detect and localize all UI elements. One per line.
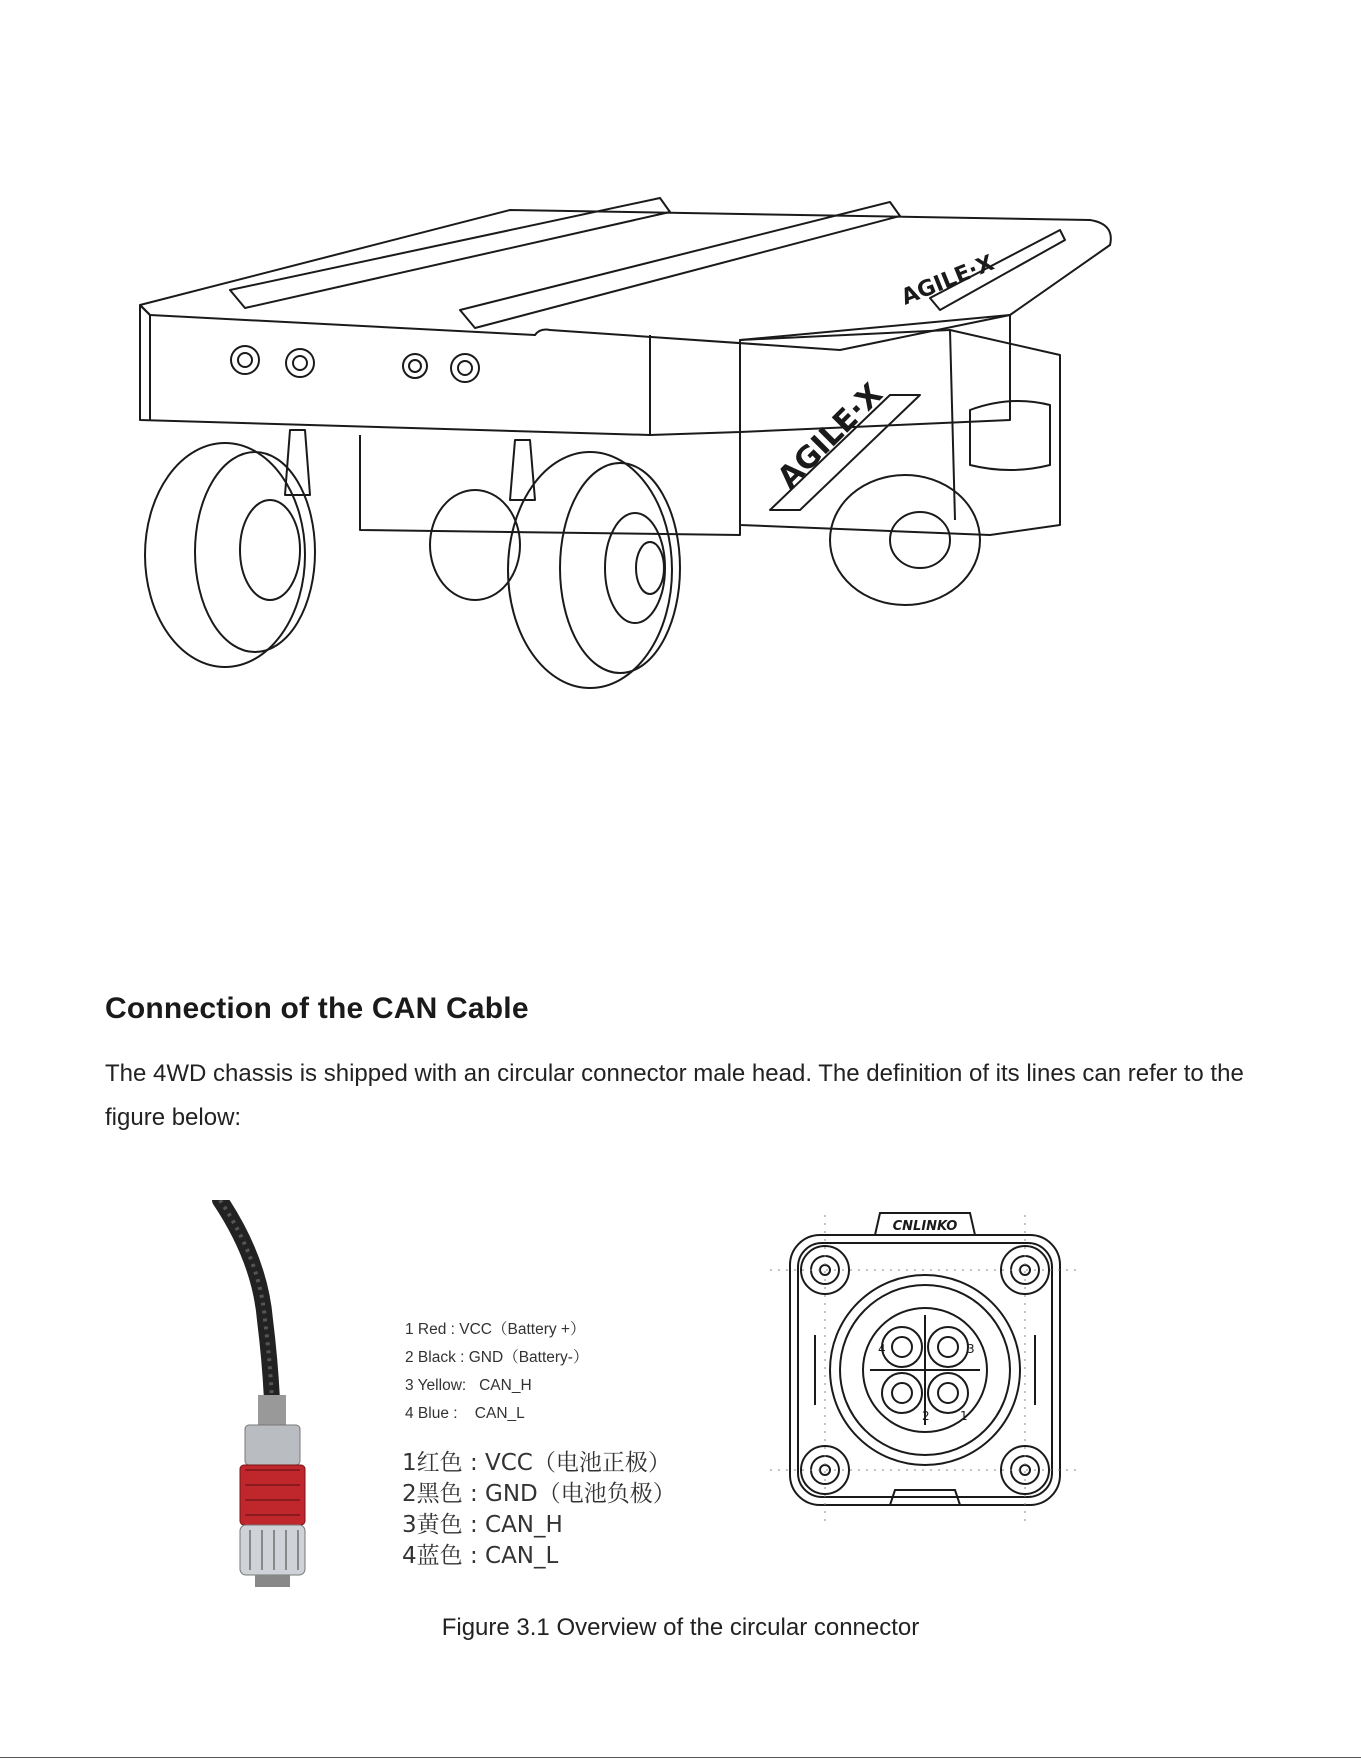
- pin-definitions-chinese: [402, 1448, 676, 1572]
- pin-number: 1: [960, 1409, 968, 1423]
- pin-definition: 2黑色 : GND（电池负极）: [402, 1481, 676, 1507]
- robot-chassis-drawing: [130, 190, 1210, 770]
- pin-definition: 1红色 : VCC（电池正极）: [402, 1450, 671, 1476]
- pin-number: 3: [967, 1342, 975, 1356]
- pin-definition: 4蓝色 : CAN_L: [402, 1543, 559, 1569]
- pin-definition: 2 Black : GND（Battery-）: [405, 1349, 589, 1366]
- pin-definition: 4 Blue : CAN_L: [405, 1405, 525, 1422]
- pin-definitions-english: [405, 1316, 588, 1428]
- pin-number: 2: [922, 1409, 930, 1423]
- pin-definition: 3黄色 : CAN_H: [402, 1512, 563, 1538]
- chassis-logo-top: AGILE·X: [897, 250, 998, 311]
- pin-number: 4: [878, 1342, 886, 1356]
- figure-caption: Figure 3.1 Overview of the circular connector: [441, 1614, 920, 1641]
- battery-logo: AGILE·X: [770, 376, 890, 496]
- footer-divider: [0, 1757, 1361, 1758]
- can-cable-illustration: [210, 1200, 345, 1590]
- connector-face-drawing: [770, 1205, 1080, 1525]
- connector-brand: CNLINKO: [892, 1219, 958, 1234]
- section-heading: Connection of the CAN Cable: [105, 992, 529, 1025]
- pin-definition: 3 Yellow: CAN_H: [405, 1377, 532, 1394]
- section-intro: The 4WD chassis is shipped with an circular connector male head. The definition of its lines can refer to the figure below:: [105, 1060, 1244, 1131]
- pin-definition: 1 Red : VCC（Battery +）: [405, 1321, 586, 1338]
